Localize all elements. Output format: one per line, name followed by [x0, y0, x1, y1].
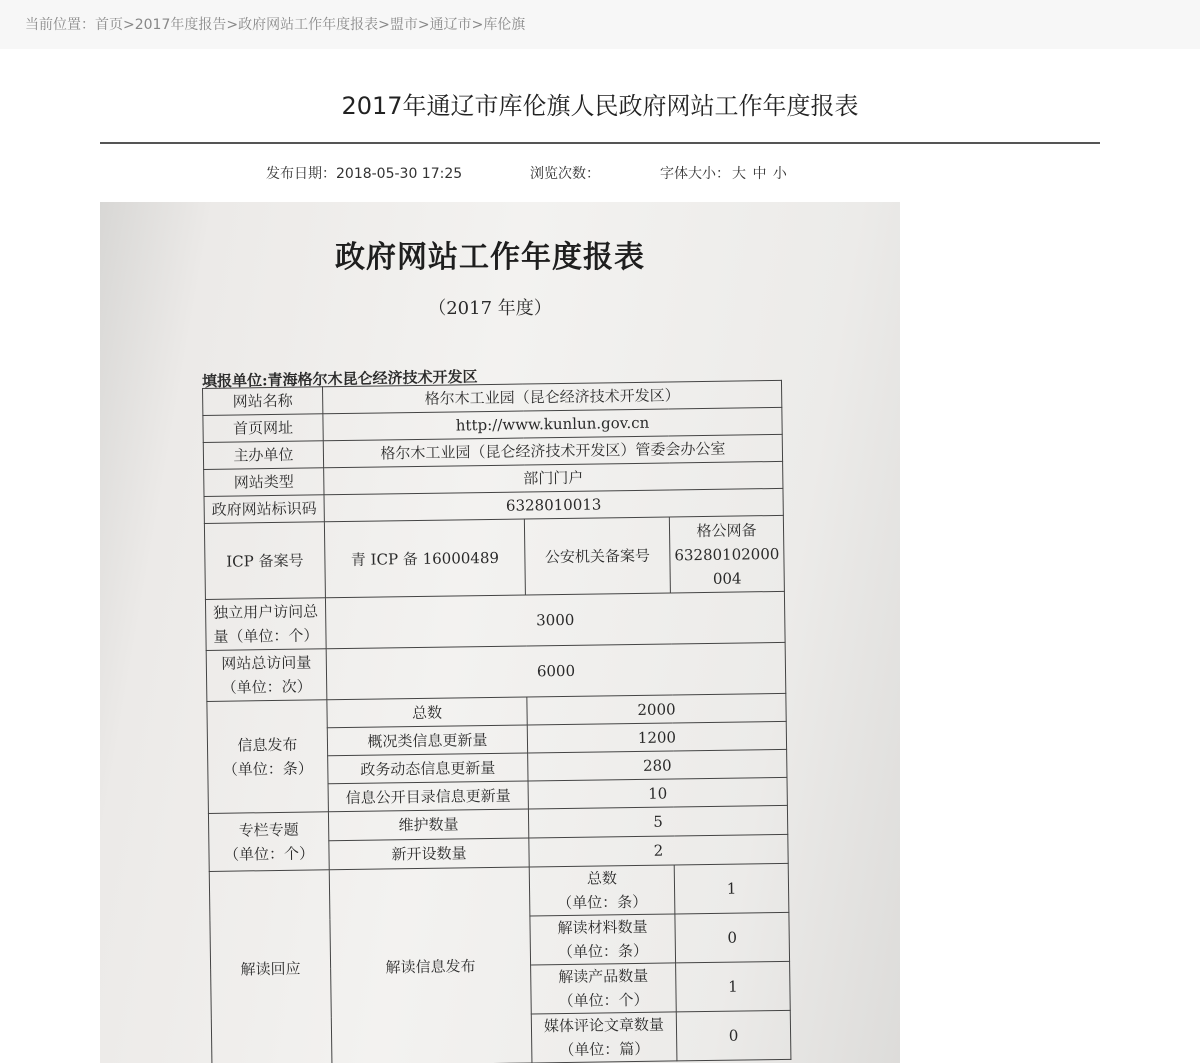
- cell-line: 解读产品数量: [558, 966, 649, 987]
- cell-line: 专栏专题: [238, 820, 299, 840]
- table-cell: 格尔木工业园（昆仑经济技术开发区）管委会办公室: [323, 434, 782, 467]
- breadcrumb-separator: >: [417, 17, 430, 33]
- breadcrumb-gov-site-report-link[interactable]: 政府网站工作年度报表: [238, 17, 379, 33]
- breadcrumb-separator: >: [226, 17, 239, 33]
- breadcrumb-league-city-link[interactable]: 盟市: [389, 17, 418, 33]
- report-document: [100, 202, 900, 1063]
- table-cell: 主办单位: [203, 441, 323, 470]
- table-cell: 政务动态信息更新量: [328, 753, 528, 784]
- table-cell: 格尔木工业园（昆仑经济技术开发区）: [322, 380, 781, 413]
- cell-line: 格公网备: [696, 520, 757, 540]
- breadcrumb-home-link[interactable]: 首页: [95, 17, 123, 33]
- table-cell: 1: [674, 863, 789, 914]
- table-cell: [669, 515, 784, 593]
- table-cell: 2: [529, 834, 788, 867]
- table-cell: [531, 963, 677, 1014]
- table-cell: [531, 1012, 677, 1063]
- cell-line: 63280102000: [674, 544, 780, 564]
- table-row: [206, 642, 786, 701]
- cell-line: （单位：篇）: [559, 1039, 650, 1060]
- page-title: 2017年通辽市库伦旗人民政府网站工作年度报表: [341, 92, 859, 120]
- cell-line: （单位：次）: [221, 677, 312, 697]
- table-cell: 1: [676, 961, 791, 1012]
- cell-line: （单位：条）: [557, 941, 649, 962]
- table-cell: 1200: [527, 721, 786, 753]
- table-cell: [530, 914, 676, 965]
- table-cell: 青 ICP 备 16000489: [324, 519, 525, 598]
- table-cell: 280: [528, 749, 787, 781]
- breadcrumb-prefix: 当前位置：: [25, 17, 95, 33]
- publish-date-value: 2018-05-30 17:25: [336, 166, 463, 182]
- font-size-large-button[interactable]: 大: [732, 166, 746, 182]
- table-cell: 解读信息发布: [329, 867, 532, 1063]
- breadcrumb-separator: >: [378, 17, 390, 33]
- view-count: [530, 163, 600, 183]
- table-row: [209, 863, 789, 920]
- title-divider: [100, 142, 1100, 144]
- table-cell: 部门门户: [324, 461, 783, 494]
- report-form: [202, 380, 791, 1063]
- table-cell: 3000: [325, 591, 785, 648]
- table-cell: 概况类信息更新量: [327, 725, 527, 756]
- table-cell: 解读回应: [209, 870, 332, 1063]
- table-row: [204, 515, 784, 599]
- breadcrumb-separator: >: [471, 17, 484, 33]
- table-cell: 公安机关备案号: [524, 517, 670, 595]
- report-photo: [100, 202, 900, 1063]
- table-cell: 6328010013: [324, 488, 783, 521]
- table-cell: 新开设数量: [329, 838, 529, 870]
- font-size-control: [660, 163, 787, 183]
- cell-line: 量（单位：个）: [213, 626, 319, 646]
- cell-line: （单位：个）: [223, 843, 315, 864]
- cell-line: 总数: [586, 869, 618, 888]
- table-cell: 10: [528, 777, 787, 809]
- breadcrumb-kulun-link[interactable]: 库伦旗: [483, 17, 526, 33]
- document-year: （2017 年度）: [428, 298, 552, 319]
- breadcrumb-tongliao-link[interactable]: 通辽市: [429, 17, 472, 33]
- cell-line: 独立用户访问总: [212, 602, 319, 622]
- table-cell: 6000: [326, 642, 786, 699]
- cell-line: 解读材料数量: [557, 917, 648, 938]
- breadcrumb: [25, 14, 525, 34]
- table-cell: [529, 865, 675, 916]
- publish-date-label: 发布日期：: [266, 166, 336, 182]
- breadcrumb-bar: [0, 0, 1200, 49]
- table-cell: 总数: [327, 697, 527, 728]
- table-cell: 政府网站标识码: [204, 495, 324, 524]
- table-cell: [207, 700, 329, 814]
- document-title: 政府网站工作年度报表: [335, 240, 645, 275]
- table-cell: http://www.kunlun.gov.cn: [323, 407, 782, 440]
- table-cell: [206, 649, 327, 702]
- cell-line: （单位：条）: [557, 892, 648, 913]
- cell-line: 媒体评论文章数量: [543, 1015, 665, 1036]
- cell-line: 信息发布: [237, 735, 298, 755]
- table-cell: 网站名称: [203, 387, 323, 416]
- table-cell: 网站类型: [204, 468, 324, 497]
- cell-line: （单位：条）: [222, 758, 313, 779]
- table-cell: 5: [528, 805, 787, 838]
- table-cell: 2000: [527, 693, 786, 725]
- publish-date: [266, 163, 462, 183]
- table-cell: ICP 备案号: [204, 522, 325, 600]
- table-cell: [205, 598, 326, 651]
- table-cell: [208, 812, 329, 872]
- view-count-label: 浏览次数：: [530, 166, 600, 182]
- breadcrumb-annual-report-link[interactable]: 2017年度报告: [134, 17, 227, 33]
- table-cell: 首页网址: [203, 414, 323, 443]
- table-row: [205, 591, 785, 650]
- cell-line: 004: [712, 568, 742, 588]
- cell-line: 网站总访问量: [221, 653, 312, 673]
- font-size-medium-button[interactable]: 中: [752, 166, 767, 182]
- report-table: [202, 380, 791, 1063]
- table-cell: 维护数量: [328, 809, 528, 841]
- font-size-label: 字体大小：: [660, 166, 730, 182]
- table-cell: 0: [675, 912, 790, 963]
- table-cell: 0: [676, 1010, 791, 1061]
- font-size-small-button[interactable]: 小: [772, 166, 787, 182]
- breadcrumb-separator: >: [123, 17, 135, 33]
- table-cell: 信息公开目录信息更新量: [328, 781, 528, 812]
- cell-line: （单位：个）: [558, 990, 649, 1011]
- document-filing-unit: 填报单位:青海格尔木昆仑经济技术开发区: [201, 367, 478, 391]
